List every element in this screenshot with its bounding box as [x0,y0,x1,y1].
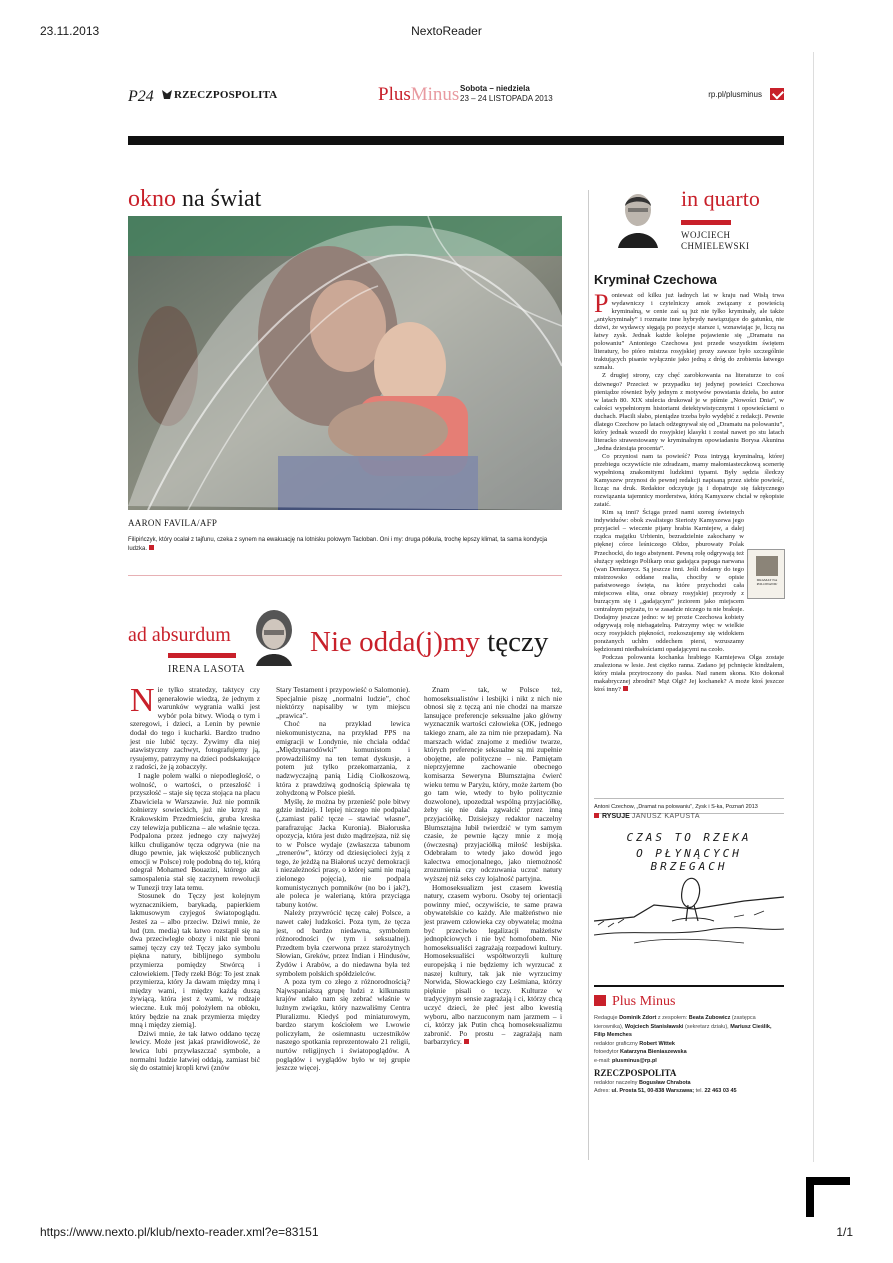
article-column-2 [276,686,410,1073]
review-headline: Kryminał Czechowa [594,272,717,287]
ad-absurdum-rubric: ad absurdum [128,624,231,646]
plus-minus-flag-icon [770,88,784,100]
paragraph: Choć na przykład lewica niekomunistyczna, na przykład PPS na emigracji w Londynie, nie chciała oddać „Międzynarodówki” komunistom i prowadziliśmy na ten temat dyskusje, a potem już tylko przekomarzania, z nadzwyczajną panią Lidią Ciołkoszową, która z prawdziwą godnością śpiewała tę zohydzoną w Polsce pieśń. [276,719,410,798]
dropcap: N [130,682,155,719]
paragraph: Z drugiej strony, czy chęć zarobkowania na literaturze to coś dziwnego? Przecież w przypadku tej jedynej powieści Czechowa pieniądze również były jednym z motywów powstania dzieła, bo autor w latach 80. XIX stulecia drukował je w piśmie „Nowości Dnia”, w całości wypełnionym historiami detektywistycznymi i opowieściami o duchach. Płacili słabo, pieniądze trzeba było wydębić z redakcji. Pewnie dlatego Czechow po latach odżegnywał się od „Dramatu na polowaniu”, który jednak wszedł do rosyjskiej klasyki i został nawet po stu latach literacko strawestowany w kryminalnym opowiadaniu Borysa Akunina „Jedna dziesiąta procenta”. [594,372,784,452]
section-url: rp.pl/plusminus [708,90,762,99]
header-bar [128,136,784,145]
book-cover [747,549,785,599]
imprint-text: Redaguje Dominik Zdort z zespołem: Beata Zubowicz (zastępca kierownika), Wojciech Stanisławski (sekretarz działu), Mariusz Cieślik, Filip Memches redaktor graficzny Robert Wittek fotoedytor Katarzyna Bieniaszewska e-mail: plusminus@rp.pl [594,1015,772,1064]
end-mark-icon [149,545,154,550]
paragraph: Znam – tak, w Polsce też, homoseksualistów i lesbijki i nikt z nich nie obnosi się z tęczą ani nie chodzi na marsze lansujące preferencje seksualne jako główny wyznacznik wartości człowieka (OK, jednego takiego znam, ale za nim nie przepadam). Na marszach widać znajome z mediów twarze, których preferencje seksualne są mi zupełnie obojętne, ale polityczne – nie. Pamiętam nieprzyjemne zachowanie obecnego komisarza Seweryna Blumsztajna ćwierć wieku temu w Paryżu, który, może żartem (bo go tam wie, wtedy to było politycznie dozwolone), upozedzał wspólną przyjaciółkę, żeby się nie dała zgwałcić przez inną przyjaciółkę. Dzisiejszy redaktor naczelny Blumsztajna lubił twierdzić w tym samym czasie, że pewnie łączy mnie z moją (ówczesną) przyjaciółką miłość lesbijska. Odebrałam to wtedy jako dowód jego kalectwa emocjonalnego, jako niemożność zrozumienia czy odczuwania uczuć natury wyższej niż seks czy lojalność partyjna. [424,685,562,884]
columnist-name: WOJCIECH CHMIELEWSKI [681,230,750,251]
bullet-icon [594,813,599,818]
paragraph: Myślę, że można by przenieść pole bitwy gdzie indziej. I lepiej niczego nie podpalać („zamiast palić tęcze – stawiać własne”, parafrazując Jacka Kuronia). Białoruska opozycja, która jest dużo mądrzejsza, niż się to w Polsce wydaje (zwłaszcza tabunom „trenerów”, którzy od dziesięcioleci żyją z tego, że jeżdżą na Białoruś uczyć demokracji i niezależności prasy, o której sami nie mają zielonego pojęcia), nie podpala komunistycznych pomników (no bo i jak?), ale poleca je walerianą, która przyciąga tabuny kotów. [276,796,410,909]
cartoon-credit: RYSUJE JANUSZ KAPUSTA [594,813,700,820]
imprint-logo: Plus Minus [594,994,784,1010]
masthead [128,80,784,120]
news-photo [128,216,562,510]
article-column-1 [130,682,260,1073]
paragraph: Homoseksualizm jest czasem kwestią natury, czasem wyboru. Osoby tej orientacji powinny mieć, oczywiście, te same prawa obywatelskie co każdy. Ale małżeństwo nie jest prawem człowieka czy obywatela; można być przeciwko legalizacji małżeństw jednopłciowych i nie być homofobem. Nie homoseksualiści zagrażają rozpadowi kultury. Homoseksualiści współtworzyli kulturę europejską i nie będziemy ich wyrzucać z naszej kultury, tak jak nie wyrzucimy Norwida, Słowackiego czy Leśmiana, którzy pięknie pisali o tęczy. Kulturze w tradycyjnym sensie zagrażają i ci, którzy chcą uczyć dzieci, że płeć jest albo kwestią wyboru, albo narzuconym nam jarzmem – i ci, którzy jak Putin chcą homoseksualizmu zabronić. Po prostu – zagrażają nam barbarzyńcy. [424,882,562,1047]
eagle-icon [162,90,172,99]
article-headline: Nie odda(j)my tęczy [310,626,549,658]
rubric-bar [681,220,731,225]
issue-date: Sobota – niedziela 23 – 24 LISTOPADA 2013 [460,84,553,103]
article-column-3 [424,686,562,1047]
paragraph: Stosunek do Tęczy jest kolejnym wyznacznikiem, barykadą, papierkiem lakmusowym czyjegoś światopoglądu. Jesteś za – albo przeciw. Dziwi mnie, że lud (tzn. media) tak łatwo rozstąpił się na dwa przeciwległe obozy i nikt nie broni samej tęczy czy też Tęczy jako symbolu piękna natury, biblijnego symbolu przymierza pomiędzy Stwórcą i człowiekiem. [Tedy rzekł Bóg: To jest znak przymierza, który Ja dawam między mną i między wami, i między każdą duszą żywiącą, która jest z wami, w rodzaje wieczne. Łuk mój położyłem na obłoku, który będzie na znak przymierza między mną i między ziemią]. [130,891,260,1030]
paragraph: Podczas polowania kochanka hrabiego Karniejewa Olga zostaje znaleziona w lesie. Jest ciężko ranna. Zadano jej pchnięcie kindżałem, który miała przytroczony do paska. Nad ranem skona. Kto dokonał makabrycznej zbrodni? Mąż Olgi? Jej kochanek? A może ktoś jeszcze ktoś inny? [594,654,784,694]
end-mark-icon [464,1039,469,1044]
paragraph: I nagle polem walki o niepodległość, o wolność, o wartości, o przeszłość i przyszłość – staje się tęcza stojąca na placu Zbawiciela w Warszawie. Już nie pomnik żołnierzy sowieckich, już nie krzyż na Krakowskim Przedmieściu, gruba kreska czy telewizja publiczna – ale właśnie tęcza. Podpalona przez jednego czy najwyżej kilku chuliganów tęcza odgrywa (nie na długo pewnie, jak większość publicznych emocji w Polsce) rolę podobną do tej, którą odegrał Mohamed Bouazizi, którego akt samospalenia stał się zaczynem rewolucji w Tunezji trzy lata temu. [130,770,260,892]
photo-credit: AARON FAVILA/AFP [128,518,218,528]
page-number: P24 [128,88,154,105]
publisher-info: redaktor naczelny Bogusław Chrabota Adres: ul. Prosta 51, 00-838 Warszawa; tel. 22 463 03 45 [594,1079,737,1095]
crop-mark [806,1177,850,1217]
print-page-count: 1/1 [836,1225,853,1239]
paragraph: Dziwi mnie, że tak łatwo oddano tęczę lewicy. Może jest jakaś prawidłowość, że lewica lubi przywłaszczać symbole, a normalni ludzie łatwiej oddają, zamiast bić się do ostatniej kropli krwi (znów [130,1028,260,1073]
book-cover-picture [756,556,778,576]
paragraph: Stary Testament i przypowieść o Salomonie). Specjalnie piszę „normalni ludzie”, choć niektórzy napisaliby w tym miejscu „prawica”. [276,685,410,720]
rubric-bar [168,653,236,658]
print-app-name: NextoReader [411,24,482,38]
column-divider [588,190,589,1160]
plus-minus-logo: PlusMinus [378,84,460,105]
author-photo [250,606,298,666]
cartoon-caption-line1: CZAS TO RZEKA [626,831,752,844]
rzeczpospolita-logo: RZECZPOSPOLITA [594,1067,677,1078]
okno-rubric-title: okno na świat [128,186,262,212]
print-url[interactable]: https://www.nexto.pl/klub/nexto-reader.xml?e=83151 [40,1225,319,1239]
cartoon-drawing [594,825,784,973]
book-source: Antoni Czechow, „Dramat na polowaniu”, Zysk i S-ka, Poznań 2013 [594,804,758,810]
paragraph: Co przyniosi nam ta powieść? Poza intrygą kryminalną, której przebiegu oczywiście nie zdradzam, mamy małomiasteczkową scenerię wypełnioną znakomitymi ludzkimi typami. Były sędzia śledczy Kamyszew przynosi do pewnej redakcji napisaną przez siebie powieść, licząc na druk. Redaktor odczytuje ją i dopatruje się faktycznego rozwiązania tajemnicy morderstwa, którą Kamyszew chciał w rękopisie zataić. [594,452,784,509]
paragraph: Ponieważ od kilku już ładnych lat w kraju nad Wisłą trwa wydawniczy i czytelniczy amok związany z powieścią kryminalną, w cenie zaś są już nie tylko kryminały, ale także „antykryminały” i rozmaite inne hybrydy nawiązujące do gatunku, nie dziwi, że wydawcy sięgają po pozycje starsze i, wznawiając je, liczą na łatwy zysk. Jednak każde kolejne pojawienie się „Dramatu na polowaniu” Antoniego Czechowa jest przede wszystkim świętem literatury, bo pióro mistrza rosyjskiej prozy zawsze było szczególnie traktujących pisanie wyłącznie jako jedną z dróg do zrobienia łatwego szmalu. [594,289,784,372]
dropcap: P [594,289,609,318]
book-cover-title: DRAMAT NA POLOWANIU [756,578,778,586]
cartoon-caption-line2: O PŁYNĄCYCH BRZEGACH [636,847,742,873]
print-date: 23.11.2013 [40,24,100,38]
paragraph: A poza tym co złego z różnorodnością? Najwspanialszą grupę ludzi z kilkunastu krajów udało nam się zebrać właśnie w luźnym związku, który nazwaliśmy Centra Pluralizmu. Kiedyś pod miniaturowym, bardzo starym kościołem we Lwowie policzyłam, że osiemnastu uczestników naszego spotkania reprezentowało 21 religii, nurtów religijnych i światopoglądów. A poglądów i wyglądów było w tej grupie jeszcze więcej. [276,977,410,1073]
author-name: IRENA LASOTA [168,664,246,675]
page-edge-rule [813,52,814,1162]
in-quarto-rubric: in quarto [681,186,760,211]
paragraph: Należy przywrócić tęczę całej Polsce, a nawet całej ludzkości. Poza tym, że tęcza jest, od bardzo niedawna, symbolem różnorodności (w tym i seksualnej). Przedtem była czerwona przez starożytnych Słowian, Greków, przez Indian i Hindusów, Żydów i Arabów, a do niedawna była też symbolem polskich spółdzielców. [276,908,410,978]
end-mark-icon [623,686,628,691]
review-body [594,289,784,694]
paragraph: Kim są inni? Ściąga przed nami szereg świetnych indywiduów: obok zwalistego Sierioży Kamyszewa jego przyjaciel – wiecznie pijany hrabia Karniejew, a dalej rządca majątku Urbienin, bezradzielnie zakochany w pięknej córce leśniczego Oldze, pburowaty Polak Przechocki, do tego abstynent. Pewną rolę odgrywają też służący sędziego Polikarp oraz gadająca papuga narwana (wan Demianycz. Są jeszcze inni. Jeśli dodamy do tego mistrzowsko oddane realia, chociby w opisie państwowego święta, na które przychodzi cała miejscowa elita, oraz obrazy rosyjskiej przyrody z burzącym się i „gadającym” jeziorem jako miejscem centralnym pejzażu, to w zasadzie niczego tu nie brakuje. Dodajmy jeszcze jedno: w tej prozie Czechowa kobiety odgrywają rolę niebagatelną. Patrzymy więc w wielkie oczy rosyjskich piękności, rozkoszujemy się widokiem porażanych uchłm oddechem piersi, wzruszamy kędziorami niedbałościami opadającymi na czoło. [594,509,744,654]
paragraph: Nie tylko stratedzy, taktycy czy generałowie wiedzą, że jednym z warunków wygrania walki jest wybór pola bitwy. Wiodą o tym i szeregowi, i dzieci, a Lenin by pewnie dodał do tego i kucharki. Bardzo trudno jest nie lubić tęczy. Żywimy dla niej atawistyczny zachwyt, fotografujemy ją, rysujemy, patrzymy na dzieci podskakujące z radości, że ją zobaczyły. [130,682,260,772]
imprint-rule [594,985,784,987]
photo-caption: Filipińczyk, który ocalał z tajfunu, czeka z synem na ewakuację na lotnisku polowym Tacloban. Oni i my: druga półkula, trochę lepszy klimat, ta sama kondycja ludzka. [128,537,548,552]
cartoon [594,825,784,973]
plus-minus-flag-icon [594,995,606,1006]
divider [594,798,784,799]
columnist-photo [616,188,660,248]
rzeczpospolita-logo: RZECZPOSPOLITA [162,89,277,101]
section-divider [128,575,562,576]
imprint-box [594,994,784,1096]
